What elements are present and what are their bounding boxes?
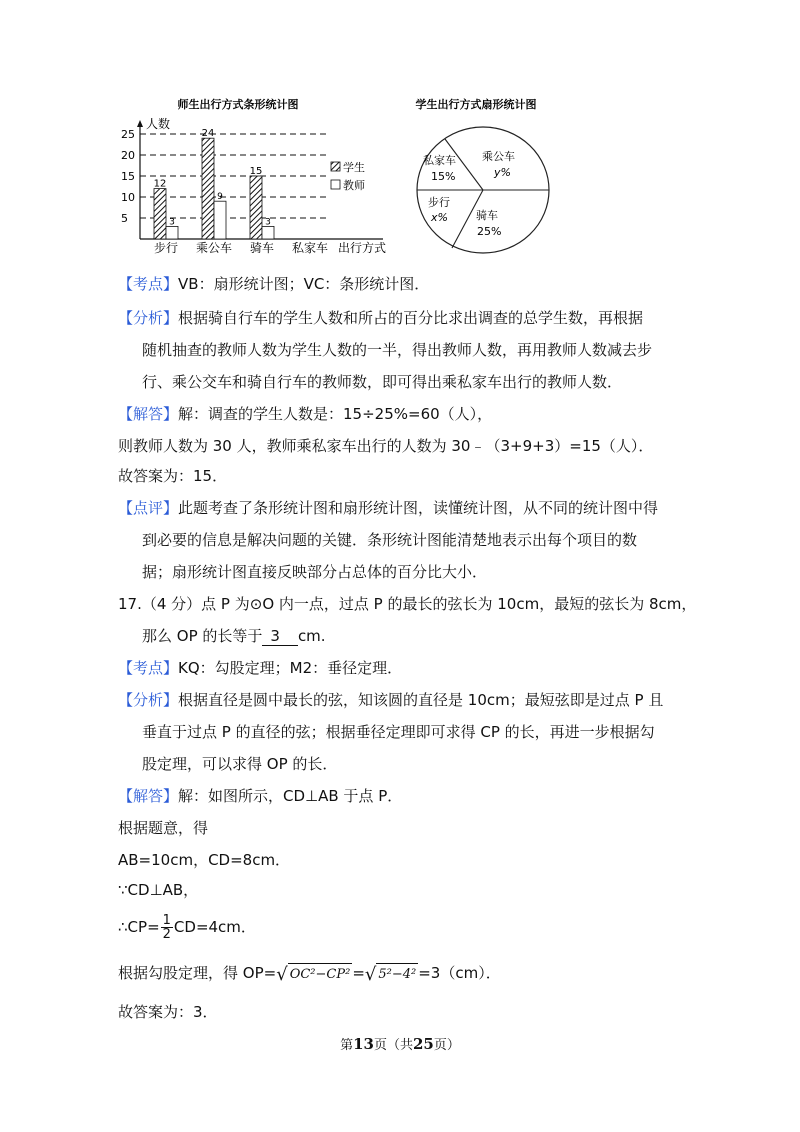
- fenxi-2-line-2: 垂直于过点 P 的直径的弦；根据垂径定理即可求得 CP 的长，再进一步根据勾: [142, 723, 655, 741]
- answer-2: 故答案为：3．: [118, 1003, 218, 1021]
- legend-student-swatch: [331, 162, 340, 171]
- tag-kaodian: 【考点】: [118, 659, 179, 677]
- bar-chart-ylabel: 人数: [146, 117, 171, 131]
- fraction-half: $\frac{1}{2}$: [162, 913, 171, 942]
- x-category-label: 骑车: [249, 241, 275, 255]
- because-line: ∵CD⊥AB，: [118, 881, 199, 899]
- legend-student: 学生: [343, 161, 365, 174]
- bar-value-label: 24: [201, 128, 215, 140]
- bar-teacher: [166, 226, 178, 239]
- answer-1: 故答案为：15．: [118, 467, 228, 485]
- legend-teacher: 教师: [343, 179, 365, 192]
- dianping-line-3: 据；扇形统计图直接反映部分占总体的百分比大小．: [142, 563, 488, 581]
- pie-value-bus: y%: [494, 166, 511, 179]
- sqrt-oc-cp: OC²−CP²: [288, 963, 353, 986]
- bar-chart-title: 师生出行方式条形统计图: [177, 98, 299, 111]
- x-category-label: 乘公车: [195, 241, 233, 255]
- bar-chart: [118, 94, 393, 259]
- bar-value-label: 15: [249, 166, 263, 177]
- y-tick-label: 20: [121, 149, 135, 162]
- x-category-label: 私家车: [291, 241, 329, 255]
- pie-label-car: 私家车: [423, 154, 456, 167]
- pie-chart-title: 学生出行方式扇形统计图: [415, 98, 537, 111]
- tag-jieda: 【解答】: [118, 787, 179, 805]
- fenxi-2-line-3: 股定理，可以求得 OP 的长．: [142, 755, 338, 773]
- tag-kaodian: 【考点】: [118, 275, 179, 293]
- legend-teacher-swatch: [331, 180, 340, 189]
- sqrt-5-4: 5²−4²: [376, 963, 418, 986]
- pie-label-walk: 步行: [428, 196, 450, 209]
- bar-student: [250, 176, 262, 239]
- y-tick-label: 10: [121, 191, 135, 204]
- kaodian-2: 【考点】KQ：勾股定理；M2：垂径定理．: [118, 659, 403, 677]
- answer-blank: 3: [262, 627, 298, 646]
- y-tick-label: 25: [121, 128, 135, 141]
- sqrt-icon: √: [364, 964, 377, 985]
- page-footer: 第13页（共25页）: [340, 1035, 460, 1053]
- fenxi-1-line-2: 随机抽查的教师人数为学生人数的一半，得出教师人数，再用教师人数减去步: [142, 341, 653, 359]
- fenxi-2-line-1: 【分析】根据直径是圆中最长的弦，知该圆的直径是 10cm；最短弦即是过点 P 且: [118, 691, 664, 709]
- x-category-label: 步行: [153, 241, 179, 255]
- dianping-line-1: 【点评】此题考查了条形统计图和扇形统计图，读懂统计图，从不同的统计图中得: [118, 499, 659, 517]
- sqrt-icon: √: [276, 964, 288, 985]
- question-17-line-2: 那么 OP 的长等于 3 cm.: [142, 627, 326, 645]
- bar-value-label: 3: [169, 217, 175, 228]
- bar-student: [154, 189, 166, 239]
- pythagoras-line: 根据勾股定理，得 OP=√ OC²−CP² =√ 5²−4² =3（cm）．: [118, 964, 501, 985]
- question-17-line-1: 17.（4 分）点 P 为⊙O 内一点，过点 P 的最长的弦长为 10cm，最短的弦长为 8cm，: [118, 595, 697, 613]
- bar-student: [202, 138, 214, 239]
- bar-teacher: [214, 201, 226, 239]
- fenxi-1-line-1: 【分析】根据骑自行车的学生人数和所占的百分比求出调查的总学生数，再根据: [118, 309, 644, 327]
- pie-label-bike: 骑车: [476, 209, 498, 222]
- bar-teacher: [262, 226, 274, 239]
- pie-value-car: 15%: [431, 170, 456, 183]
- ab-cd-line: AB=10cm，CD=8cm．: [118, 851, 291, 869]
- pie-value-bike: 25%: [477, 225, 502, 238]
- according-line: 根据题意，得: [118, 819, 209, 837]
- tag-fenxi: 【分析】: [118, 691, 179, 709]
- tag-jieda: 【解答】: [118, 405, 179, 423]
- fenxi-1-line-3: 行、乘公交车和骑自行车的教师数，即可得出乘私家车出行的教师人数．: [142, 373, 623, 391]
- bar-value-label: 12: [153, 178, 167, 190]
- dianping-line-2: 到必要的信息是解决问题的关键．条形统计图能清楚地表示出每个项目的数: [142, 531, 638, 549]
- jieda-2: 【解答】解：如图所示，CD⊥AB 于点 P．: [118, 787, 403, 805]
- tag-fenxi: 【分析】: [118, 309, 179, 327]
- pie-value-walk: x%: [431, 211, 448, 224]
- jieda-1: 【解答】解：调查的学生人数是：15÷25%=60（人），: [118, 405, 493, 423]
- bar-chart-xlabel: 出行方式: [338, 241, 387, 255]
- tag-dianping: 【点评】: [118, 499, 179, 517]
- teacher-count-line: 则教师人数为 30 人，教师乘私家车出行的人数为 30﹣（3+9+3）=15（人）．: [118, 437, 654, 455]
- pie-label-bus: 乘公车: [482, 150, 515, 163]
- y-tick-label: 15: [121, 170, 135, 183]
- y-tick-label: 5: [121, 212, 128, 225]
- cp-line: ∴CP= $\frac{1}{2}$ CD=4cm．: [118, 913, 256, 942]
- pie-chart: [400, 94, 570, 262]
- bar-value-label: 9: [217, 192, 223, 203]
- kaodian-1: 【考点】VB：扇形统计图；VC：条形统计图．: [118, 275, 430, 293]
- bar-value-label: 3: [265, 217, 271, 228]
